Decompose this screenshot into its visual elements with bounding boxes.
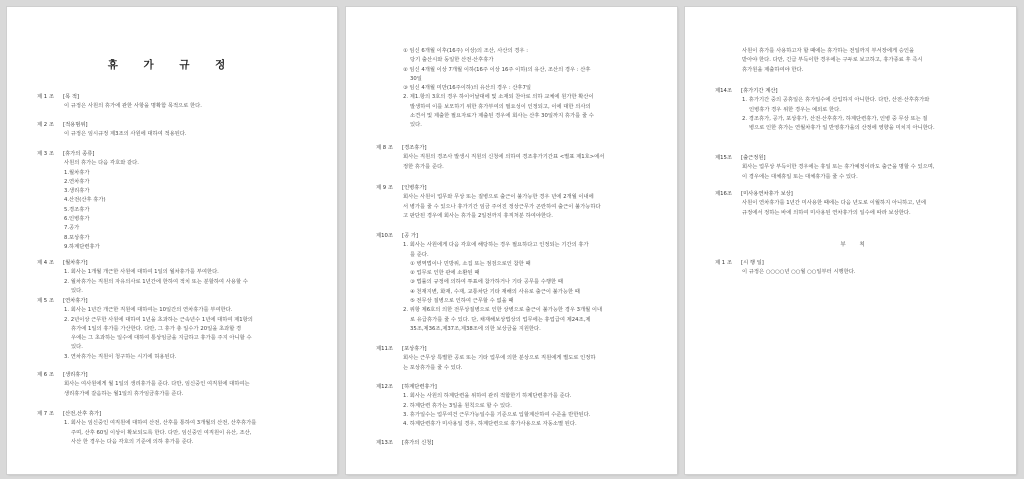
article-line: 있다. bbox=[71, 287, 83, 294]
document-page-3 bbox=[685, 7, 1016, 474]
article-line: 7.공가 bbox=[64, 225, 80, 232]
article-heading bbox=[376, 439, 657, 448]
article-line: 3.생리휴가 bbox=[64, 188, 90, 195]
article-line: 이 규정은 임시규정 제3조의 사원에 대하여 적용된다. bbox=[64, 131, 187, 138]
article-line: 4. 하계단련휴가 미사용일 경우, 하계단련으로 휴가사용으로 자동소멸 된다. bbox=[403, 421, 577, 428]
article-line: 8.포상휴가 bbox=[64, 234, 90, 241]
article bbox=[376, 47, 657, 131]
article-body bbox=[742, 163, 996, 182]
article-line: 사산 한 경우는 다음 각호의 기준에 의하 휴가를 준다. bbox=[71, 438, 194, 445]
article-line: 휴가에 1일의 휴가를 가산한다. 다만, 그 휴가 총 일수가 20일을 초과할 경 bbox=[71, 325, 242, 332]
article-line: 회사는 직원의 경조사 발생시 직원의 신청에 의하여 경조휴가기간표 <별표 제1호>에서 bbox=[403, 154, 605, 161]
article bbox=[37, 259, 319, 296]
article bbox=[376, 383, 657, 429]
article-line: 인병휴가 경우 위한 경우는 예외로 한다. bbox=[749, 106, 841, 113]
article-heading bbox=[37, 410, 319, 419]
article-line: 회사는 여사원에게 월 1일의 생리휴가를 준다. 다만, 임신중인 여직원에 대하여는 bbox=[64, 381, 250, 388]
article-body bbox=[64, 306, 319, 362]
article-line: 1. 회사는 사원에게 다음 각호에 해당하는 경우 필요하다고 인정되는 기간의 휴가 bbox=[403, 242, 589, 249]
article-line: 1. 회사는 1년간 개근한 직원에 대하여는 10일간의 연차휴가를 부여한다. bbox=[64, 307, 233, 314]
article-heading bbox=[715, 154, 996, 163]
article-title: [공 가] bbox=[402, 233, 419, 239]
article-heading bbox=[376, 383, 657, 392]
article-line: 있다. bbox=[410, 122, 422, 129]
article-line: 이 규정은 사원의 휴가에 관한 사항을 명확함 목적으로 한다. bbox=[64, 103, 202, 110]
article-body bbox=[403, 241, 657, 334]
article-title: [연차휴가] bbox=[63, 298, 88, 304]
article-line: 휴가원을 제출하여야 한다. bbox=[742, 66, 804, 73]
article-title: [포상휴가] bbox=[402, 346, 427, 352]
article-body bbox=[403, 392, 657, 429]
article bbox=[376, 345, 657, 373]
article-line: 받아야 한다. 다만, 긴급 부득이한 경우에는 구두로 보고하고, 휴가종료 후 즉시 bbox=[742, 57, 923, 64]
article bbox=[376, 184, 657, 221]
article-line: 이 경우에는 대체휴일 또는 대체휴가를 줄 수 있다. bbox=[742, 173, 858, 180]
article-title: [시 행 일] bbox=[741, 260, 764, 266]
article-body bbox=[403, 193, 657, 221]
article-body bbox=[742, 199, 996, 218]
article-line: ④ 천재지변, 화재, 수재, 교통차단 기타 재해의 사유로 출근이 불가능한 때 bbox=[410, 288, 580, 295]
article-heading bbox=[715, 87, 996, 96]
article-number: 제 3 조 bbox=[37, 151, 54, 157]
article-line: 병으로 인한 휴가는 연월차휴가 일 반영휴가을의 산정에 영향을 미치지 아니한다. bbox=[749, 125, 935, 132]
article-line: 3. 연차휴가는 직원이 청구하는 시기에 허용된다. bbox=[64, 353, 177, 360]
article-heading bbox=[376, 184, 657, 193]
article-line: 있다. bbox=[71, 344, 83, 351]
article-line: 고 판단된 경우에 회사는 휴가를 2일전까지 휴직처분 하여야한다. bbox=[403, 212, 553, 219]
article-body bbox=[64, 102, 319, 111]
article-line: 회사는 업무상 부득이한 경우에는 휴일 또는 휴가예정이라도 출근을 명할 수 있으며, bbox=[742, 164, 935, 171]
article bbox=[37, 93, 319, 112]
article-number: 제11조 bbox=[376, 346, 393, 352]
article-number: 제 8 조 bbox=[376, 145, 393, 151]
article-line: 사원의 휴가는 다음 각호와 같다. bbox=[64, 160, 139, 167]
article-body bbox=[742, 268, 996, 277]
article bbox=[376, 232, 657, 334]
article-line: 를 준다. bbox=[410, 251, 429, 258]
article-line: 회사는 근무상 특별한 공로 또는 기타 업무에 의한 분상으로 직원에게 별도로 인정하 bbox=[403, 355, 596, 362]
article-line: 1. 회사는 1개월 개근한 사원에 대하여 1일의 월차휴가를 부여한다. bbox=[64, 269, 219, 276]
article-body bbox=[64, 159, 319, 252]
article-heading bbox=[715, 190, 996, 199]
article-line: 30일 bbox=[410, 75, 422, 82]
article-number: 제 1 조 bbox=[715, 260, 732, 266]
article-body bbox=[64, 268, 319, 296]
article bbox=[37, 410, 319, 447]
article-body bbox=[742, 47, 996, 75]
article-heading bbox=[37, 121, 319, 130]
article-body bbox=[64, 130, 319, 139]
article-number: 제 7 조 bbox=[37, 411, 54, 417]
article-number: 제13조 bbox=[376, 440, 393, 446]
article-title: [경조휴가] bbox=[402, 145, 427, 151]
article-line: 규정에서 정하는 바에 의하여 미사용된 연차휴가의 일수에 따라 보상한다. bbox=[742, 209, 911, 216]
article bbox=[37, 150, 319, 252]
article bbox=[715, 87, 996, 133]
article-line: 2. 경조휴가, 공가, 포상휴가, 산전·산후휴가, 하계단련휴가, 인병 중 무상 또는 질 bbox=[742, 115, 928, 122]
article-title: [적용범위] bbox=[63, 122, 88, 128]
document-title: 휴 가 규 정 bbox=[107, 59, 237, 71]
article-title: [하계단련휴가] bbox=[402, 384, 437, 390]
article-line: 발생하여 이를 보모하기 위한 휴가부여의 필요성이 인정되고, 이에 대한 의사의 bbox=[410, 103, 591, 110]
article-line: 1. 회사는 임신중인 여직원에 대하여 산전, 산후를 통하여 3개월의 산전, 산후휴가를 bbox=[64, 420, 257, 427]
article-heading bbox=[37, 93, 319, 102]
article bbox=[37, 371, 319, 399]
article-number: 제 1 조 bbox=[37, 94, 54, 100]
article-line: 9.하계단련휴가 bbox=[64, 243, 100, 250]
article-body bbox=[403, 47, 657, 131]
article-heading bbox=[37, 371, 319, 380]
article-line: 사원이 연차휴가를 1년간 미사용한 때에는 다음 년도로 이월하지 아니하고, 년에 bbox=[742, 200, 926, 207]
article-heading bbox=[37, 259, 319, 268]
article-line: 4.산전(산후 휴가) bbox=[64, 197, 106, 204]
article-line: 2. 제1.항의 3호의 경우 하이어날대에 및 소재되 찬아로 의하 교체에 원가한 확산이 bbox=[403, 94, 594, 101]
article bbox=[715, 154, 996, 182]
article-line: ② 임신 4개월 이상 7개월 이하(16주 이상 16주 이하)의 유산, 조산의 경우 : 산후 bbox=[403, 66, 591, 73]
article-line: 서 병가를 줄 수 있으나 휴가기간 임금 주어진 정상근무가 곤란하여 출근이 불가능하다 bbox=[403, 203, 601, 210]
article-line: 주며, 산후 60일 이상이 확보되도록 한다. 다만, 임신중인 여직원이 유산, 조산, bbox=[71, 429, 252, 436]
article-body bbox=[64, 419, 319, 447]
article-line: 생리휴가에 갈음하는 월1일의 휴가임금휴가를 준다. bbox=[64, 390, 184, 397]
article-body bbox=[403, 153, 657, 172]
article-heading bbox=[376, 144, 657, 153]
article-line: 로 유급휴가를 줄 수 있다. 단, 채재해보상법상의 업무에는 휴업급여 제24조,제 bbox=[410, 316, 591, 323]
article-heading bbox=[376, 345, 657, 354]
article-line: ③ 법률의 규정에 의하여 투표에 참가하거나 기타 공무를 수행한 때 bbox=[410, 279, 563, 286]
article-line: 사원이 휴가를 사용하고자 할 때에는 휴가하는 전일까지 부서장에게 승인을 bbox=[742, 48, 915, 54]
article-line: 6.인병휴가 bbox=[64, 216, 90, 223]
article-line: 1. 휴가기간 중의 공휴일은 휴가일수에 산입하지 아니한다. 다만, 산전·산후휴가와 bbox=[742, 97, 930, 104]
article-number: 제10조 bbox=[376, 233, 393, 239]
article-body bbox=[403, 354, 657, 373]
article-line: 35조,제36조,제37조,제38조에 의한 보상금을 지원한다. bbox=[410, 325, 541, 332]
article-title: [출근정원] bbox=[741, 155, 766, 161]
article-line: 이 규정은 ○○○○년 ○○월 ○○일부터 시행한다. bbox=[742, 269, 856, 276]
article-body bbox=[742, 96, 996, 133]
article-line: ⑤ 전무상 질병으로 인하여 근무할 수 없을 때 bbox=[410, 298, 514, 305]
article-heading bbox=[37, 297, 319, 306]
article-line: 5.경조휴가 bbox=[64, 206, 90, 213]
article-number: 제 2 조 bbox=[37, 122, 54, 128]
article bbox=[715, 259, 996, 278]
article-number: 제 6 조 bbox=[37, 372, 54, 378]
article-line: 2. 월차휴가는 직원의 자유의사로 1년간에 한하여 적치 또는 분할하여 사용할 수 bbox=[64, 278, 248, 285]
appendix-heading: 부 칙 bbox=[840, 242, 871, 248]
article-title: [월차휴가] bbox=[63, 260, 88, 266]
article-title: [미사용연차휴가 보상] bbox=[741, 191, 793, 197]
article-title: [휴가의 종류] bbox=[63, 151, 95, 157]
article-line: 당기 출산시와 동일한 산전·산후휴가 bbox=[410, 57, 494, 64]
article-title: [휴가기간 계산] bbox=[741, 88, 778, 94]
document-page-1 bbox=[7, 7, 337, 474]
article-title: [휴가의 신청] bbox=[402, 440, 434, 446]
article-line: 1. 회사는 사원의 하계단련을 위하여 관리 적합한기 하계단련휴가를 준다. bbox=[403, 393, 572, 400]
article-line: ③ 임신 4개월 미만(16주이하)의 유산의 경우 : 산후7일 bbox=[403, 85, 532, 92]
article bbox=[715, 47, 996, 75]
article-title: [목 적] bbox=[63, 94, 80, 100]
article-line: 2. 하계단련 휴가는 3일을 원칙으로 할 수 있다. bbox=[403, 402, 512, 409]
article-heading bbox=[37, 150, 319, 159]
article-title: [산전,산후 휴가] bbox=[63, 411, 102, 417]
article-number: 제12조 bbox=[376, 384, 393, 390]
article-line: 는 포상휴가를 줄 수 있다. bbox=[403, 364, 463, 371]
article-line: 2.연차휴가 bbox=[64, 178, 90, 185]
article-line: 2. 위항 제6호의 의한 전무상질병으로 인한 상병으로 출근이 불가능한 경우 3개월 이내 bbox=[403, 307, 603, 314]
article-line: 우에는 그 초과하는 일수에 대하여 통상임금을 지급하고 휴가를 주지 아니할 수 bbox=[71, 335, 252, 342]
article-body bbox=[64, 380, 319, 399]
article-line: ① 병역법이나 민방위, 소집 또는 점검으로인 참한 때 bbox=[410, 260, 531, 267]
article bbox=[37, 121, 319, 140]
article-heading bbox=[376, 232, 657, 241]
article-title: [인병휴가] bbox=[402, 185, 427, 191]
article bbox=[715, 190, 996, 218]
article-line: 소견서 및 제출한 필요자료가 제출된 경우에 회사는 산후 30일까지 휴가를 줄 수 bbox=[410, 113, 594, 120]
article-number: 제15조 bbox=[715, 155, 732, 161]
article-number: 제16조 bbox=[715, 191, 732, 197]
article-title: [생리휴가] bbox=[63, 372, 88, 378]
article-heading bbox=[715, 259, 996, 268]
article bbox=[37, 297, 319, 362]
article-line: ② 업무로 인한 관에 소환된 때 bbox=[410, 270, 480, 277]
article-number: 제 4 조 bbox=[37, 260, 54, 266]
article-line: 1.월차휴가 bbox=[64, 169, 90, 176]
article-number: 제 5 조 bbox=[37, 298, 54, 304]
article-line: ① 임신 6개월 이후(16주) 이상)의 조산, 사산의 경우 : bbox=[403, 48, 528, 54]
article-line: 2. 2년이상 근무한 사원에 대하여 1년을 초과하는 근속년수 1년에 대하여 제1항의 bbox=[64, 316, 253, 323]
article bbox=[376, 144, 657, 172]
article bbox=[376, 439, 657, 448]
article-line: 정한 휴가를 준다. bbox=[403, 163, 444, 170]
article-number: 제14조 bbox=[715, 88, 732, 94]
article-line: 회사는 사원이 업무와 무상 또는 질병으로 출근이 불가능한 경우 년에 2개월 이내에 bbox=[403, 194, 594, 201]
document-page-2 bbox=[346, 7, 677, 474]
article-number: 제 9 조 bbox=[376, 185, 393, 191]
article-line: 3. 휴가일수는 업무여건 근무가능일수를 기준으로 입할계산하여 수준을 반한된다. bbox=[403, 411, 591, 418]
